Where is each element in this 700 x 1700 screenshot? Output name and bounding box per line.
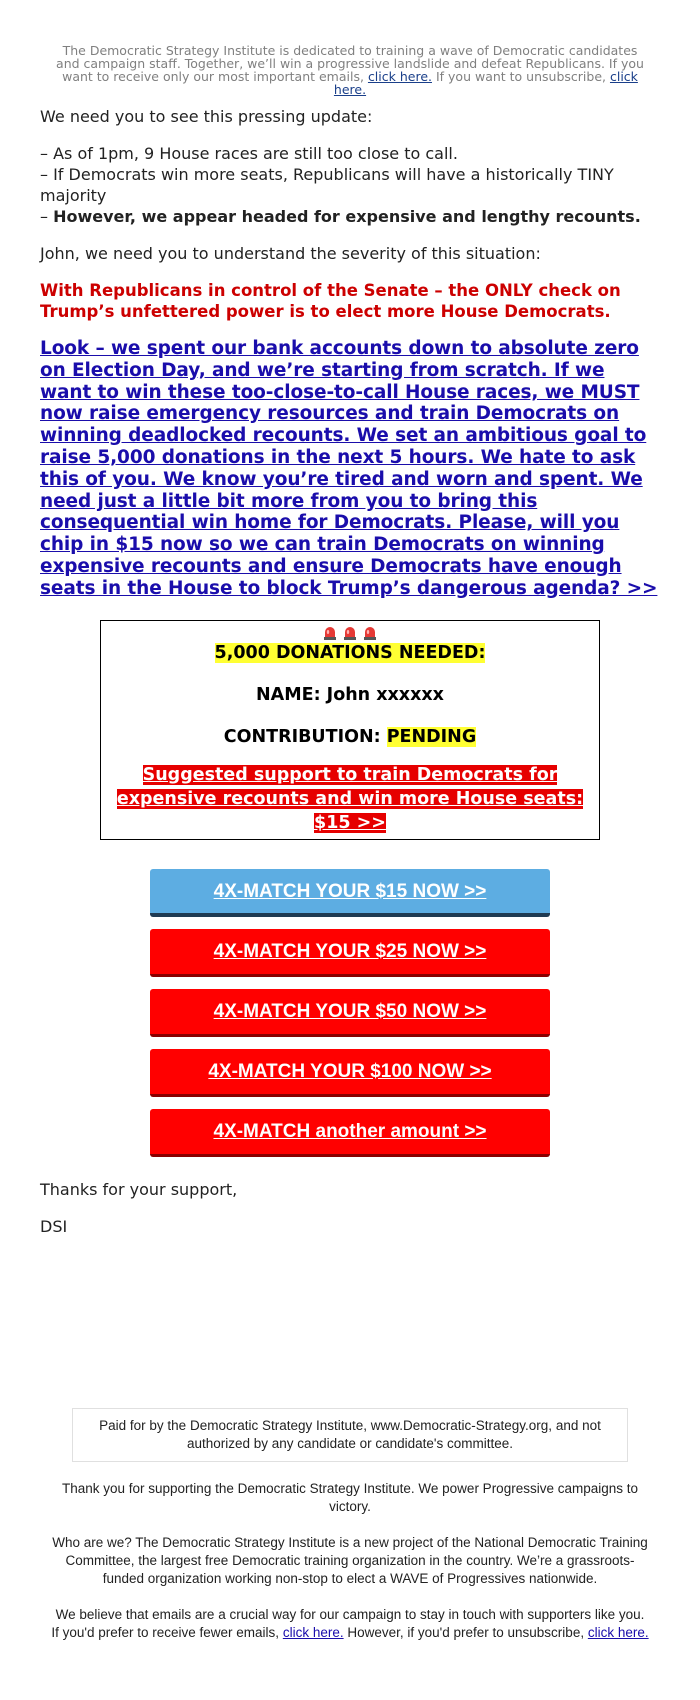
footer-email-prefs-text: We believe that emails are a crucial way for our campaign to stay in touch with supporters like you. If you'd prefer to receive fewer emails, [51, 1606, 645, 1640]
intro-text: We need you to see this pressing update: [40, 107, 373, 126]
preheader-important-emails-link[interactable]: click here. [367, 69, 432, 84]
donate-25-button[interactable]: 4X-MATCH YOUR $25 NOW >> [150, 929, 550, 977]
senate-warning: With Republicans in control of the Senate – the ONLY check on Trump’s unfettered power is to elect more House Democrats. [40, 281, 621, 321]
footer-who-are-we: Who are we? The Democratic Strategy Institute is a new project of the National Democratic Training Committee, the largest free Democratic training organization in the country. We’re a grassroots-funded organization working non-stop to elect a WAVE of Progressives nationwide. [52, 1534, 648, 1586]
email-body [40, 0, 660, 1642]
preheader [50, 44, 650, 96]
footer-unsubscribe-link[interactable]: click here. [587, 1624, 649, 1640]
update-item [40, 206, 660, 227]
update-list [40, 143, 660, 227]
donate-100-button[interactable]: 4X-MATCH YOUR $100 NOW >> [150, 1049, 550, 1097]
alarm-light-icon [322, 625, 338, 641]
footer [50, 1480, 650, 1642]
donate-50-button[interactable]: 4X-MATCH YOUR $50 NOW >> [150, 989, 550, 1037]
contribution-label: CONTRIBUTION: [223, 726, 381, 747]
footer-fewer-emails-link[interactable]: click here. [282, 1624, 344, 1640]
donation-status-box [100, 620, 600, 840]
update-item-bold: However, we appear headed for expensive and lengthy recounts. [53, 207, 641, 226]
donation-appeal-link[interactable]: Look – we spent our bank accounts down to absolute zero on Election Day, and we’re starting from scratch. If we want to win these too-close-to-call House races, we MUST now raise emergency resources and train Democrats on winning deadlocked recounts. We set an ambitious goal to raise 5,000 donations in the next 5 hours. We hate to ask this of you. We know you’re tired and worn and spent. We need just a little bit more from you to bring this consequential win home for Democrats. Please, will you chip in $15 now so we can train Democrats on winning expensive recounts and ensure Democrats have enough seats in the House to block Trump’s dangerous agenda? >> [40, 338, 658, 599]
donations-needed [111, 641, 589, 665]
donor-name: NAME: John xxxxxx [256, 684, 444, 705]
suggested-support-link[interactable]: Suggested support to train Democrats for expensive recounts and win more House seats: $15 >> [116, 764, 584, 833]
signoff-thanks: Thanks for your support, [40, 1179, 238, 1199]
preheader-text: The Democratic Strategy Institute is dedicated to training a wave of Democratic candidates and campaign staff. Together, we’ll win a progressive landslide and defeat Republicans. If you want to receive only our most important emails, [56, 43, 644, 84]
donations-needed-text: 5,000 DONATIONS NEEDED: [214, 642, 486, 663]
footer-email-prefs-middle: However, if you'd prefer to unsubscribe, [347, 1624, 585, 1640]
preheader-middle-text: If you want to unsubscribe, [435, 69, 606, 84]
preheader-unsubscribe-link[interactable]: click here. [333, 69, 638, 97]
footer-thank-you: Thank you for supporting the Democratic Strategy Institute. We power Progressive campaigns to victory. [61, 1480, 639, 1514]
update-item: – As of 1pm, 9 House races are still too close to call. [40, 144, 458, 163]
paid-for-disclaimer: Paid for by the Democratic Strategy Institute, www.Democratic-Strategy.org, and not authorized by any candidate or candidate's committee. [72, 1408, 628, 1462]
suggested-support [111, 763, 589, 835]
footer-email-prefs [50, 1606, 650, 1642]
contribution-status: PENDING [386, 726, 477, 747]
donation-buttons [40, 869, 660, 1157]
update-item: – If Democrats win more seats, Republicans will have a historically TINY majority [40, 165, 614, 205]
donate-15-button[interactable]: 4X-MATCH YOUR $15 NOW >> [150, 869, 550, 917]
alarm-light-icon [362, 625, 378, 641]
alarm-light-icon [342, 625, 358, 641]
donate-other-amount-button[interactable]: 4X-MATCH another amount >> [150, 1109, 550, 1157]
contribution-line [111, 725, 589, 749]
update-item-prefix: – [40, 207, 54, 226]
alarm-icons [111, 625, 589, 641]
signoff-name: DSI [40, 1216, 68, 1236]
severity-text: John, we need you to understand the severity of this situation: [40, 244, 541, 263]
